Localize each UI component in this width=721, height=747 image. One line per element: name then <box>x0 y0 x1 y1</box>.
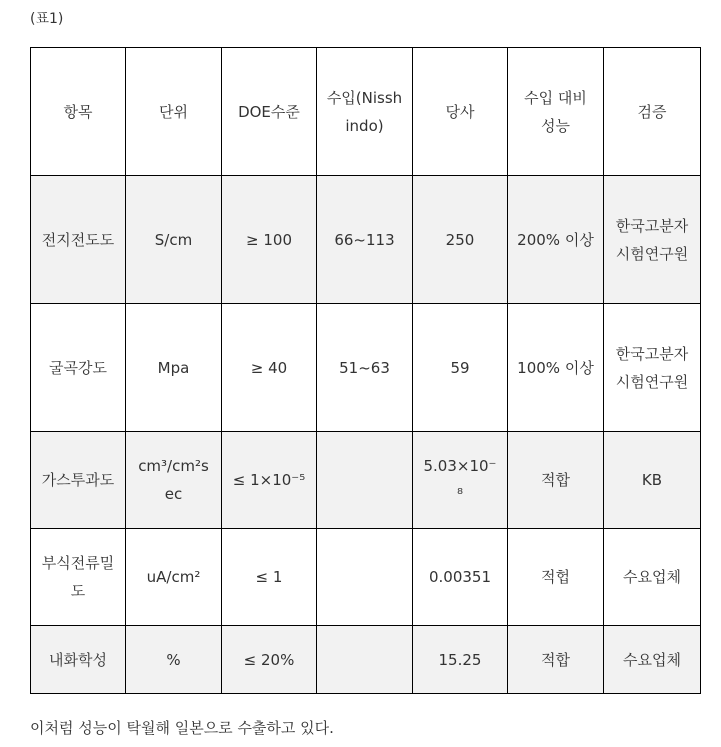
header-unit: 단위 <box>126 48 222 176</box>
cell-verification: 한국고분자시험연구원 <box>604 176 701 304</box>
cell-verification: 한국고분자시험연구원 <box>604 304 701 432</box>
cell-verification: KB <box>604 432 701 529</box>
cell-import: 51~63 <box>317 304 413 432</box>
table-caption: (표1) <box>30 11 64 27</box>
table-row <box>31 626 701 694</box>
cell-performance: 적합 <box>508 626 604 694</box>
cell-unit: uA/cm² <box>126 529 222 626</box>
cell-performance: 적헙 <box>508 529 604 626</box>
header-performance-vs-import: 수입 대비 성능 <box>508 48 604 176</box>
cell-ours: 5.03×10⁻⁸ <box>413 432 508 529</box>
cell-item: 부식전류밀도 <box>31 529 126 626</box>
cell-unit: S/cm <box>126 176 222 304</box>
cell-doe-level: ≤ 1×10⁻⁵ <box>222 432 317 529</box>
table-header-row <box>31 48 701 176</box>
header-doe-level: DOE수준 <box>222 48 317 176</box>
cell-item: 가스투과도 <box>31 432 126 529</box>
cell-doe-level: ≤ 1 <box>222 529 317 626</box>
table-row <box>31 529 701 626</box>
cell-performance: 100% 이상 <box>508 304 604 432</box>
cell-unit: Mpa <box>126 304 222 432</box>
cell-import <box>317 432 413 529</box>
spec-table <box>30 47 701 694</box>
cell-doe-level: ≥ 100 <box>222 176 317 304</box>
header-item: 항목 <box>31 48 126 176</box>
header-import-nisshindo: 수입(Nisshindo) <box>317 48 413 176</box>
cell-ours: 0.00351 <box>413 529 508 626</box>
table-row <box>31 304 701 432</box>
cell-ours: 250 <box>413 176 508 304</box>
body-text: 이처럼 성능이 탁월해 일본으로 수출하고 있다. <box>30 719 334 737</box>
table-row <box>31 176 701 304</box>
cell-item: 굴곡강도 <box>31 304 126 432</box>
cell-import <box>317 626 413 694</box>
cell-verification: 수요업체 <box>604 529 701 626</box>
cell-import: 66~113 <box>317 176 413 304</box>
cell-unit: cm³/cm²sec <box>126 432 222 529</box>
cell-verification: 수요업체 <box>604 626 701 694</box>
cell-item: 내화학성 <box>31 626 126 694</box>
cell-doe-level: ≥ 40 <box>222 304 317 432</box>
cell-ours: 15.25 <box>413 626 508 694</box>
table-row <box>31 432 701 529</box>
cell-unit: % <box>126 626 222 694</box>
cell-item: 전지전도도 <box>31 176 126 304</box>
cell-doe-level: ≤ 20% <box>222 626 317 694</box>
header-our-company: 당사 <box>413 48 508 176</box>
header-verification: 검증 <box>604 48 701 176</box>
cell-performance: 적합 <box>508 432 604 529</box>
cell-ours: 59 <box>413 304 508 432</box>
cell-import <box>317 529 413 626</box>
cell-performance: 200% 이상 <box>508 176 604 304</box>
